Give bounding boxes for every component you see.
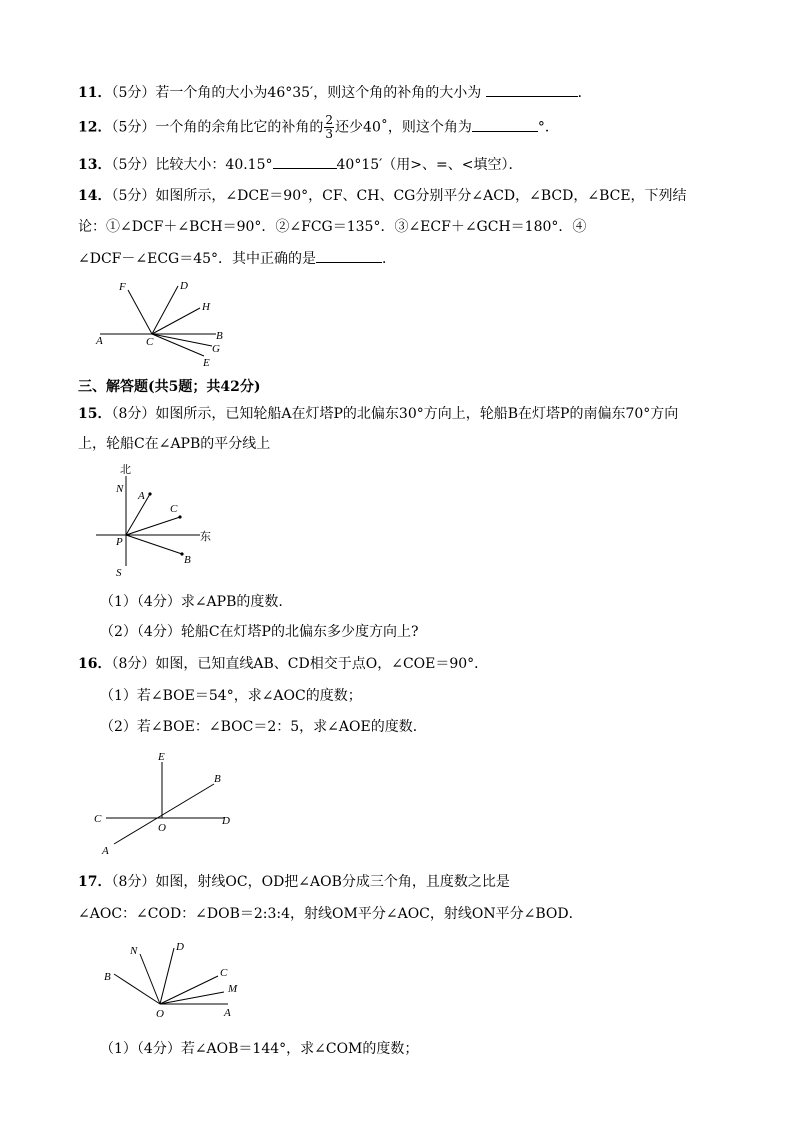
question-14-line-1: [78, 186, 687, 206]
punct: °．: [537, 119, 559, 136]
answer-blank[interactable]: [486, 82, 578, 97]
label-c: C: [170, 503, 178, 515]
ray-ob: [114, 974, 160, 1004]
question-text-2: 40°15′（用>、=、<填空）．: [336, 157, 523, 173]
label-a: A: [224, 1007, 231, 1019]
question-15-line-1: [78, 404, 678, 424]
label-h: H: [202, 301, 210, 313]
ray-oc: [160, 976, 218, 1004]
ray-cf: [128, 290, 152, 334]
label-c: C: [220, 967, 228, 979]
label-o: O: [156, 1008, 164, 1020]
label-a: A: [96, 335, 103, 347]
score: （8分）: [111, 406, 156, 422]
question-16: [78, 654, 488, 674]
question-number: 16．: [78, 656, 112, 672]
label-a: A: [138, 490, 145, 502]
fraction-denominator: 3: [325, 127, 334, 141]
question-number: 15．: [78, 406, 112, 422]
answer-blank[interactable]: [316, 248, 382, 263]
label-g: G: [212, 343, 220, 355]
label-n: N: [130, 945, 138, 957]
question-12: [78, 114, 559, 141]
question-16-sub-1: （1）若∠BOE＝54°，求∠AOC的度数；: [100, 688, 362, 704]
question-text: 如图，已知直线AB、CD相交于点O，∠COE＝90°．: [155, 656, 489, 672]
q15-figure: [96, 462, 226, 580]
point-a: [148, 492, 151, 495]
question-17-line-1: [78, 872, 510, 892]
score: （5分）: [111, 188, 156, 204]
ray-on: [140, 954, 160, 1004]
label-d: D: [222, 815, 230, 827]
label-b: B: [184, 554, 191, 566]
q14-figure: [92, 278, 232, 370]
label-n: N: [116, 483, 124, 495]
question-number: 12．: [78, 119, 112, 136]
label-p: P: [116, 536, 123, 548]
label-f: F: [119, 281, 126, 293]
q17-figure: [96, 934, 246, 1022]
score: （5分）: [111, 119, 156, 136]
question-number: 17．: [78, 874, 112, 890]
question-13: [78, 154, 523, 175]
score: （5分）: [111, 157, 156, 173]
punct: ．: [382, 251, 397, 267]
line-ab: [114, 784, 214, 844]
score: （5分）: [111, 85, 156, 101]
label-e: E: [158, 751, 165, 763]
label-a: A: [102, 845, 109, 857]
question-text: 一个角的余角比它的补角的: [155, 119, 324, 136]
question-number: 13．: [78, 157, 112, 173]
ray-od: [160, 948, 174, 1004]
question-11: [78, 82, 592, 103]
question-14-line-3: [78, 248, 396, 269]
label-b: B: [104, 971, 111, 983]
question-17-line-2: ∠AOC：∠COD：∠DOB＝2:3:4，射线OM平分∠AOC，射线ON平分∠BOD．: [78, 906, 583, 922]
q16-figure: [90, 748, 240, 858]
score: （8分）: [111, 656, 156, 672]
question-text: 如图所示，∠DCE＝90°，CF、CH、CG分别平分∠ACD，∠BCD，∠BCE，下列结: [155, 188, 687, 204]
section-heading: 三、解答题(共5题；共42分): [78, 379, 261, 395]
ray-pc: [126, 517, 180, 535]
label-d: D: [180, 280, 188, 292]
question-text: 若一个角的大小为46°35′，则这个角的补角的大小为: [155, 85, 482, 101]
label-s: S: [116, 567, 122, 579]
label-m: M: [228, 983, 238, 995]
ray-cg: [152, 334, 212, 346]
label-o: O: [158, 822, 166, 834]
question-15-sub-1: （1）（4分）求∠APB的度数.: [100, 594, 283, 610]
question-14-line-2: 论：①∠DCF＋∠BCH＝90°．②∠FCG＝135°．③∠ECF＋∠GCH＝180°．④: [78, 219, 587, 235]
question-15-line-2: 上，轮船C在∠APB的平分线上: [78, 436, 271, 452]
label-c: C: [146, 336, 154, 348]
ray-ce: [152, 334, 204, 356]
label-d: D: [176, 941, 184, 953]
label-east: 东: [200, 530, 211, 543]
ray-pb: [126, 535, 182, 554]
question-text: 如图，射线OC，OD把∠AOB分成三个角，且度数之比是: [155, 874, 510, 890]
question-text: ∠DCF－∠ECG＝45°．其中正确的是: [78, 251, 317, 267]
label-e: E: [203, 357, 210, 369]
label-north: 北: [120, 463, 131, 476]
answer-blank[interactable]: [472, 117, 538, 132]
question-number: 11．: [78, 85, 112, 101]
punct: ．: [577, 85, 592, 101]
label-b: B: [214, 773, 221, 785]
question-number: 14．: [78, 188, 112, 204]
point-c: [178, 515, 181, 518]
question-text: 比较大小：40.15°: [155, 157, 273, 173]
question-15-sub-2: （2）（4分）轮船C在灯塔P的北偏东多少度方向上?: [100, 624, 419, 640]
question-16-sub-2: （2）若∠BOE：∠BOC＝2：5，求∠AOE的度数．: [100, 719, 427, 735]
question-text: 如图所示，已知轮船A在灯塔P的北偏东30°方向上，轮船B在灯塔P的南偏东70°方向: [155, 406, 679, 422]
fraction: [324, 114, 334, 141]
answer-blank[interactable]: [273, 154, 337, 169]
label-c: C: [94, 813, 102, 825]
question-17-sub-1: （1）（4分）若∠AOB＝144°，求∠COM的度数；: [100, 1041, 419, 1057]
question-text-2: 还少40˚，则这个角为: [335, 119, 472, 136]
score: （8分）: [111, 874, 156, 890]
ray-om: [160, 992, 224, 1004]
fraction-numerator: 2: [325, 113, 334, 127]
label-b: B: [216, 330, 223, 342]
